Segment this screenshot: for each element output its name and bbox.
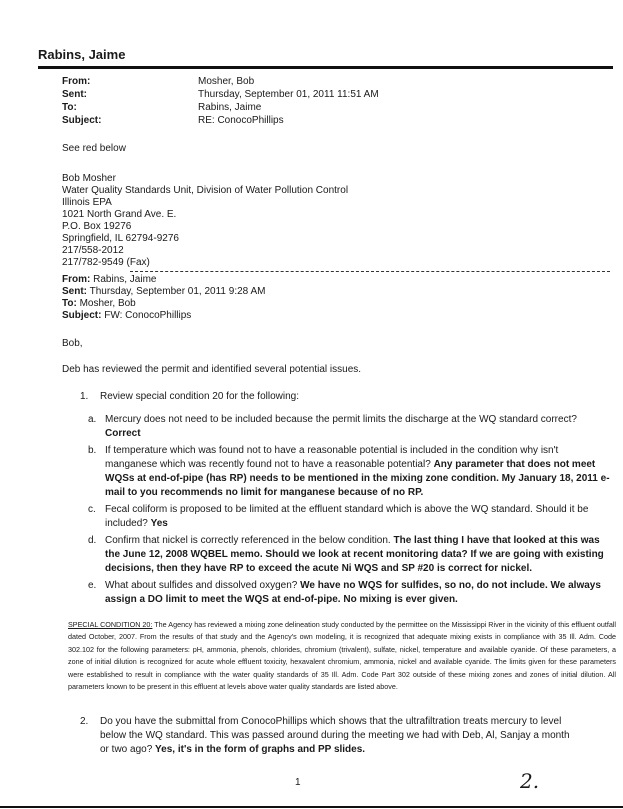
signature-fax: 217/782-9549 (Fax) (62, 257, 150, 268)
subitem-letter: e. (88, 580, 97, 591)
subitem-a (88, 413, 613, 441)
signature-address: 1021 North Grand Ave. E. (62, 209, 177, 220)
bottom-edge (0, 806, 623, 808)
page-footer (38, 769, 613, 799)
from-label: From: (62, 76, 91, 87)
item-1-text: Review special condition 20 for the following: (100, 391, 299, 402)
special-condition-20 (68, 619, 616, 693)
subitem-letter: a. (88, 414, 97, 425)
reply-intro: See red below (62, 143, 126, 154)
title-rule (38, 66, 613, 69)
signature-name: Bob Mosher (62, 173, 116, 184)
sent-label: Sent: (62, 89, 87, 100)
special-condition-label: SPECIAL CONDITION 20: (68, 620, 153, 629)
forwarded-header (62, 274, 613, 322)
subitem-c (88, 503, 613, 531)
handwritten-page-mark: 2. (520, 769, 540, 794)
signature-block (62, 173, 613, 269)
fw-sent-label: Sent: (62, 286, 87, 297)
sent-value: Thursday, September 01, 2011 11:51 AM (198, 89, 379, 100)
subitem-question: Mercury does not need to be included because the permit limits the discharge at the WQ standard correct? (105, 414, 577, 425)
separator-line (130, 271, 610, 272)
fw-sent-value: Thursday, September 01, 2011 9:28 AM (89, 286, 266, 297)
subitem-answer: The last thing I have that looked at this was the June 12, 2008 WQBEL memo. Should we look at recent monitoring data? If we are going with existing decisions, then they have RP to exceed the acute Ni WQS and SP #20 is correct for nickel. (105, 535, 604, 574)
greeting: Bob, (62, 338, 83, 349)
special-condition-text: The Agency has reviewed a mixing zone delineation study conducted by the permittee on the Mississippi River in the vicinity of this effluent outfall dated October, 2007. From the results of that study and the Agency's own modeling, it is recognized that adequate mixing exists in compliance with 35 Ill. Adm. Code 302.102 for the following parameters: pH, ammonia, phenols, chlorides, chromium (trivalent), sulfate, nickel, temperature and available cyanide. Of these parameters, a zone of initial dilution is recognized for acute whole effluent toxicity, hexavalent chromium, ammonia, nickel and available cyanide. The limits given for these parameters were established to result in compliance with the water quality standards of 35 Ill. Adm. Code Part 302 outside of these mixing zones and zones of initial dilution. All parameters known to be present in this effluent at levels above water quality standards are listed above. (68, 620, 617, 692)
subject-label: Subject: (62, 115, 102, 126)
signature-pobox: P.O. Box 19276 (62, 221, 132, 232)
subitem-letter: c. (88, 504, 96, 515)
subitem-list (88, 413, 613, 607)
to-label: To: (62, 102, 77, 113)
subitem-e (88, 579, 613, 607)
subitem-question: What about sulfides and dissolved oxygen? (105, 580, 298, 591)
subitem-letter: b. (88, 445, 97, 456)
item-1-number: 1. (80, 391, 89, 402)
to-value: Rabins, Jaime (198, 102, 262, 113)
email-header (62, 75, 613, 127)
subject-value: RE: ConocoPhillips (198, 115, 284, 126)
fw-subject-label: Subject: (62, 310, 102, 321)
subitem-d (88, 534, 613, 576)
from-value: Mosher, Bob (198, 76, 255, 87)
signature-phone: 217/558-2012 (62, 245, 124, 256)
subitem-answer: Yes (150, 518, 168, 529)
signature-unit: Water Quality Standards Unit, Division of Water Pollution Control (62, 185, 349, 196)
item-1 (80, 390, 620, 403)
item-2-question: Do you have the submittal from ConocoPhillips which shows that the ultrafiltration treats mercury to level below the WQ standard. This was passed around during the meeting we had with Deb, Al, Sanjay a month or two ago? (100, 716, 570, 756)
subitem-answer: We have no WQS for sulfides, so no, do not include. We always assign a DO limit to meet the WQS at end-of-pipe. No mixing is ever given. (105, 580, 601, 605)
signature-agency: Illinois EPA (62, 197, 112, 208)
page-number: 1 (295, 777, 301, 789)
signature-city: Springfield, IL 62794-9276 (62, 233, 179, 244)
fw-to-label: To: (62, 298, 77, 309)
item-2-number: 2. (80, 716, 89, 728)
subitem-letter: d. (88, 535, 97, 546)
item-2 (80, 715, 620, 757)
subitem-question: Fecal coliform is proposed to be limited at the effluent standard which is above the WQ standard. Should it be included? (105, 504, 589, 529)
intro-text: Deb has reviewed the permit and identified several potential issues. (62, 364, 362, 375)
subitem-b (88, 444, 613, 500)
subitem-answer: Correct (105, 428, 141, 439)
fw-from-value: Rabins, Jaime (93, 274, 157, 285)
item-2-answer: Yes, it's in the form of graphs and PP slides. (155, 744, 366, 756)
fw-from-label: From: (62, 274, 91, 285)
subitem-question: If temperature which was found not to have a reasonable potential is included in the condition why isn't manganese which was recently found not to have a reasonable potential? (105, 445, 559, 470)
subitem-question: Confirm that nickel is correctly referenced in the below condition. (105, 535, 391, 546)
fw-subject-value: FW: ConocoPhillips (104, 310, 192, 321)
subitem-answer: Any parameter that does not meet WQSs at end-of-pipe (has RP) needs to be mentioned in the mixing zone condition. My January 18, 2011 e-mail to you recommends no limit for manganese because of no RP. (105, 459, 610, 498)
fw-to-value: Mosher, Bob (79, 298, 136, 309)
document-title: Rabins, Jaime (38, 47, 126, 62)
